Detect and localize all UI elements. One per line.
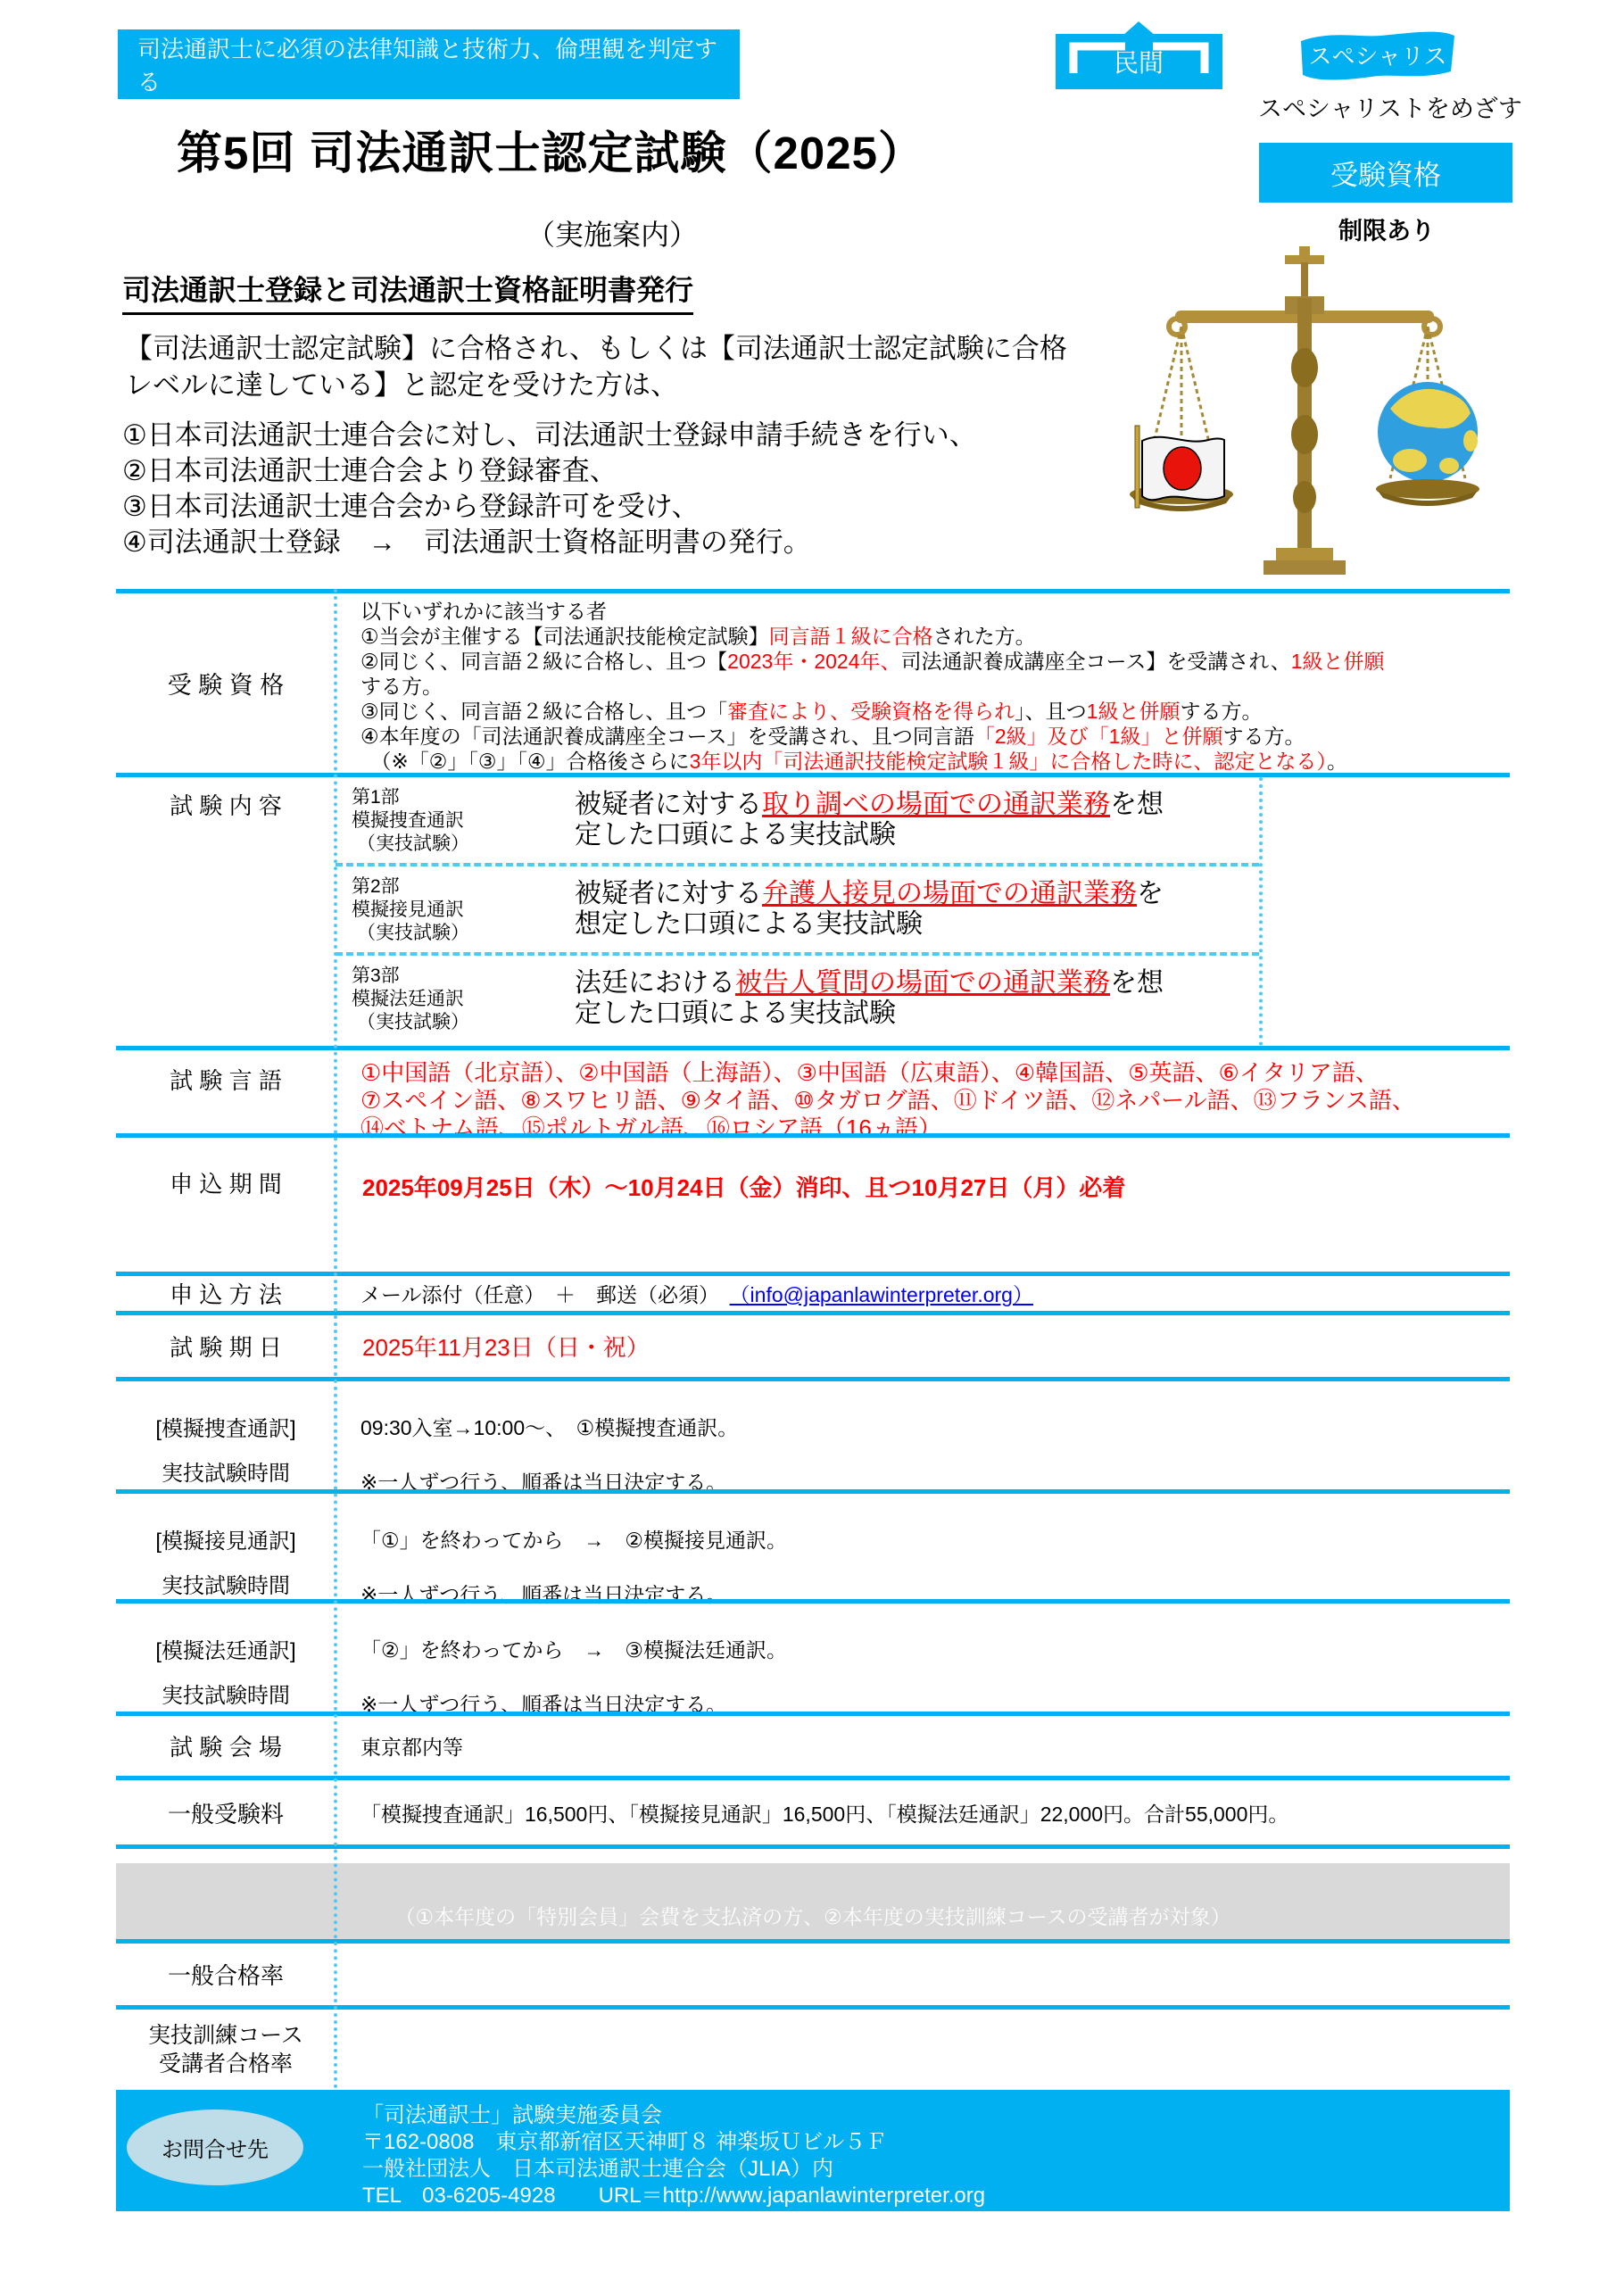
row-label-venue: 試 験 会 場 xyxy=(170,1734,282,1761)
text-segment: を xyxy=(1137,879,1164,908)
text-segment: ④本年度の「司法通訳養成講座全コース」を受講され、且つ同言語 xyxy=(360,725,974,748)
practice-label-line1: [模擬接見通訳] xyxy=(155,1529,296,1554)
part-number: 第3部 xyxy=(352,966,400,986)
text-segment: 1級と併願 xyxy=(1290,650,1385,673)
language-line: ⑭ベトナム語、⑮ポルトガル語、⑯ロシア語（16ヵ語） xyxy=(360,1115,941,1141)
page-title: 第5回 司法通訳士認定試験（2025） xyxy=(177,128,924,178)
part-kind: （実技試験） xyxy=(357,923,469,943)
languages-content xyxy=(336,1050,1510,1141)
page-subtitle: （実施案内） xyxy=(526,219,699,251)
part-desc-line1 xyxy=(575,879,1164,909)
exam-part-3 xyxy=(336,952,1259,1046)
part-kind: （実技試験） xyxy=(357,1012,469,1032)
tagline-text: 司法通訳士に必須の法律知識と技術力、倫理観を判定する xyxy=(137,36,718,95)
contact-label-ellipse xyxy=(127,2110,303,2185)
text-segment: （※「②」「③」「④」合格後さらに xyxy=(360,750,690,773)
content-cell xyxy=(336,777,1510,1046)
part-label xyxy=(336,956,575,1046)
registration-heading: 司法通訳士登録と司法通訳士資格証明書発行 xyxy=(122,268,693,315)
row-practice-visitation xyxy=(116,1489,1510,1606)
scales-justice-drawing xyxy=(1126,243,1487,591)
text-segment: 取り調べの場面での通訳業務 xyxy=(762,790,1110,819)
practice-label-line2: 実技試験時間 xyxy=(162,1684,290,1708)
contact-address: 〒162-0808 東京都新宿区天神町８ 神楽坂Ｕビル５Ｆ xyxy=(362,2130,888,2154)
row-label-content: 試 験 内 容 xyxy=(170,792,282,819)
application-period-value: 2025年09月25日（木）～10月24日（金）消印、且つ10月27日（月）必着 xyxy=(362,1174,1126,1201)
step-item: ②日本司法通訳士連合会より登録審査、 xyxy=(122,455,617,486)
specialist-ribbon xyxy=(1296,27,1460,86)
qualification-line xyxy=(360,599,1510,624)
row-label-practice-court xyxy=(116,1604,336,1712)
practice-time-line1: 「②」を終わってから → ③模擬法廷通訳。 xyxy=(360,1638,788,1662)
part-description xyxy=(575,866,1164,952)
practice-label-line2: 実技試験時間 xyxy=(162,1574,290,1598)
qualification-line xyxy=(360,649,1510,674)
part-description xyxy=(575,956,1164,1046)
part-desc-line2: 定した口頭による実技試験 xyxy=(575,820,896,850)
text-segment: 。 xyxy=(1326,750,1347,773)
language-line: ①中国語（北京語）、②中国語（上海語）、③中国語（広東語）、④韓国語、⑤英語、⑥イタリア語、 xyxy=(360,1059,1379,1086)
member-note-text: （①本年度の「特別会員」会費を支払済の方、②本年度の実技訓練コースの受講者が対象） xyxy=(394,1905,1231,1928)
practice-court-content xyxy=(336,1604,1510,1716)
row-course-pass-rate xyxy=(116,2005,1510,2090)
language-line: ⑦スペイン語、⑧スワヒリ語、⑨タイ語、⑩タガログ語、⑪ドイツ語、⑫ネパール語、⑬フランス語、 xyxy=(360,1087,1415,1114)
practice-label-line1: [模擬捜査通訳] xyxy=(155,1417,296,1441)
part-desc-line2: 定した口頭による実技試験 xyxy=(575,999,896,1028)
text-segment: ②同じく、同言語２級に合格し、且つ【 xyxy=(360,650,728,673)
practice-label-line2: 実技試験時間 xyxy=(162,1462,290,1486)
part-label xyxy=(336,866,575,952)
application-method-content xyxy=(336,1276,1510,1311)
qualification-badge xyxy=(1259,143,1512,203)
text-segment: 同言語１級に合格 xyxy=(768,625,933,648)
contact-footer-left xyxy=(116,2090,336,2211)
part-desc-line1 xyxy=(575,968,1164,999)
text-segment: 弁護人接見の場面での通訳業務 xyxy=(762,879,1137,908)
private-badge-shape xyxy=(1056,20,1222,91)
practice-time-line2: ※一人ずつ行う、順番は当日決定する。 xyxy=(360,1693,727,1716)
row-label-application-method: 申 込 方 法 xyxy=(170,1281,282,1308)
specialist-ribbon-label: スペシャリス xyxy=(1308,43,1447,70)
qualification-line xyxy=(360,674,1510,699)
text-segment: 2023年・2024年、 xyxy=(727,650,901,673)
member-note-band xyxy=(116,1863,1510,1939)
qualification-line xyxy=(360,724,1510,749)
row-general-pass-rate xyxy=(116,1939,1510,2005)
text-segment: された方。 xyxy=(932,625,1036,648)
row-general-fee xyxy=(116,1776,1510,1844)
practice-label-line1: [模擬法廷通訳] xyxy=(155,1639,296,1663)
part-label xyxy=(336,777,575,863)
pass-rate-value xyxy=(336,1944,1510,2005)
inner-dotted-divider xyxy=(1259,777,1263,1046)
qualification-badge-label: 受験資格 xyxy=(1330,160,1441,191)
text-segment: を想 xyxy=(1110,790,1164,819)
row-practice-investigation xyxy=(116,1377,1510,1494)
top-tagline-banner xyxy=(118,29,740,99)
part-kind: （実技試験） xyxy=(357,833,469,854)
row-label-application-period: 申 込 期 間 xyxy=(170,1171,282,1198)
row-exam-languages xyxy=(116,1046,1510,1141)
practice-investigation-content xyxy=(336,1381,1510,1494)
scales-justice-image xyxy=(1126,243,1487,595)
practice-time-line1: 09:30入室→10:00～、 ①模擬捜査通訳。 xyxy=(360,1416,739,1439)
exam-part-2 xyxy=(336,863,1259,952)
private-sector-badge xyxy=(1056,20,1222,91)
part-number: 第1部 xyxy=(352,787,400,808)
practice-time-line2: ※一人ずつ行う、順番は当日決定する。 xyxy=(360,1471,727,1494)
row-label-exam-date: 試 験 期 日 xyxy=(170,1334,282,1361)
part-name: 模擬接見通訳 xyxy=(352,899,464,920)
text-segment: 以下いずれかに該当する者 xyxy=(360,600,607,623)
intro-paragraph-line2: レベルに達している】と認定を受けた方は、 xyxy=(125,369,678,401)
row-practice-court xyxy=(116,1599,1510,1716)
step-item: ④司法通訳士登録 → 司法通訳士資格証明書の発行。 xyxy=(122,526,811,558)
venue-value: 東京都内等 xyxy=(360,1736,463,1759)
row-exam-date xyxy=(116,1311,1510,1377)
row-exam-qualification xyxy=(116,589,1510,773)
contact-organization: 一般社団法人 日本司法通訳士連合会（JLIA）内 xyxy=(362,2157,834,2181)
row-member-note xyxy=(116,1844,1510,1939)
contact-committee: 「司法通訳士」試験実施委員会 xyxy=(362,2103,662,2127)
specialist-caption: スペシャリストをめざす xyxy=(1258,95,1522,122)
row-label-practice-visitation xyxy=(116,1494,336,1599)
exam-parts xyxy=(336,777,1259,1046)
text-segment: 法廷における xyxy=(575,968,735,998)
contact-details xyxy=(336,2090,985,2211)
step-item: ①日本司法通訳士連合会に対し、司法通訳士登録申請手続きを行い、 xyxy=(122,419,977,451)
text-segment: する方。 xyxy=(360,675,443,698)
text-segment: 被告人質問の場面での通訳業務 xyxy=(735,968,1110,998)
qualification-content xyxy=(336,593,1510,773)
qualification-line xyxy=(360,749,1510,774)
intro-paragraph xyxy=(125,330,1067,403)
qualification-line xyxy=(360,624,1510,649)
text-segment: 「2級」及び「1級」と併願 xyxy=(974,725,1223,748)
row-label-languages: 試 験 言 語 xyxy=(170,1067,282,1094)
contact-tel-url[interactable]: TEL 03-6205-4928 URL＝http://www.japanlawinterpreter.org xyxy=(362,2184,986,2208)
part-name: 模擬法廷通訳 xyxy=(352,989,464,1009)
row-application-method xyxy=(116,1272,1510,1311)
part-desc-line1 xyxy=(575,790,1164,820)
text-segment: 」、且つ xyxy=(1015,700,1087,723)
private-badge-label: 民間 xyxy=(1113,49,1164,77)
contact-label: お問合せ先 xyxy=(162,2138,269,2162)
text-segment: 司法通訳養成講座全コース】を受講され、 xyxy=(900,650,1291,673)
text-segment: 被疑者に対する xyxy=(575,790,762,819)
registration-steps xyxy=(122,418,977,560)
part-number: 第2部 xyxy=(352,876,400,897)
exam-info-table xyxy=(116,589,1510,2211)
column-divider-dotted-line xyxy=(334,589,337,2090)
text-segment: を想 xyxy=(1110,968,1164,998)
row-label-practice-investigation xyxy=(116,1381,336,1489)
application-email-link[interactable]: （info@japanlawinterpreter.org） xyxy=(729,1283,1033,1306)
intro-paragraph-line1: 【司法通訳士認定試験】に合格され、もしくは【司法通訳士認定試験に合格 xyxy=(125,333,1067,364)
row-label-qualification: 受 験 資 格 xyxy=(167,672,285,699)
text-segment: 被疑者に対する xyxy=(575,879,762,908)
specialist-ribbon-shape xyxy=(1296,27,1460,86)
practice-time-line1: 「①」を終わってから → ②模擬接見通訳。 xyxy=(360,1529,788,1552)
course-label-line1: 実技訓練コース xyxy=(148,2023,303,2048)
text-segment: 3年以内「司法通訳技能検定試験１級」に合格した時に、認定となる） xyxy=(689,750,1327,773)
row-label-general-fee: 一般受験料 xyxy=(167,1800,284,1828)
row-application-period xyxy=(116,1133,1510,1272)
course-label-line2: 受講者合格率 xyxy=(158,2051,293,2076)
exam-part-1 xyxy=(336,777,1259,863)
row-label-course-pass-rate xyxy=(116,2010,336,2090)
row-exam-content xyxy=(116,773,1510,1046)
restriction-note: 制限あり xyxy=(1338,218,1435,245)
text-segment: する方。 xyxy=(1222,725,1305,748)
text-segment: ①当会が主催する【司法通訳技能検定試験】 xyxy=(360,625,769,648)
practice-visitation-content xyxy=(336,1494,1510,1606)
application-method-text: メール添付（任意） ＋ 郵送（必須） xyxy=(360,1283,730,1306)
practice-time-line2: ※一人ずつ行う、順番は当日決定する。 xyxy=(360,1583,727,1606)
text-segment: ③同じく、同言語２級に合格し、且つ「 xyxy=(360,700,728,723)
qualification-line xyxy=(360,699,1510,724)
row-exam-venue xyxy=(116,1712,1510,1776)
row-label-pass-rate: 一般合格率 xyxy=(167,1962,284,1989)
part-name: 模擬捜査通訳 xyxy=(352,810,464,831)
exam-date-value: 2025年11月23日（日・祝） xyxy=(362,1334,650,1361)
course-rate-value xyxy=(336,2010,1510,2090)
contact-footer xyxy=(116,2090,1510,2211)
step-item: ③日本司法通訳士連合会から登録許可を受け、 xyxy=(122,491,700,522)
text-segment: 審査により、受験資格を得られ xyxy=(727,700,1015,723)
general-fee-value: 「模擬捜査通訳」16,500円、「模擬接見通訳」16,500円、「模擬法廷通訳」22,000円。合計55,000円。 xyxy=(360,1802,1289,1826)
part-desc-line2: 想定した口頭による実技試験 xyxy=(575,909,923,939)
text-segment: 1級と併願 xyxy=(1086,700,1181,723)
part-description xyxy=(575,777,1164,863)
text-segment: する方。 xyxy=(1180,700,1263,723)
